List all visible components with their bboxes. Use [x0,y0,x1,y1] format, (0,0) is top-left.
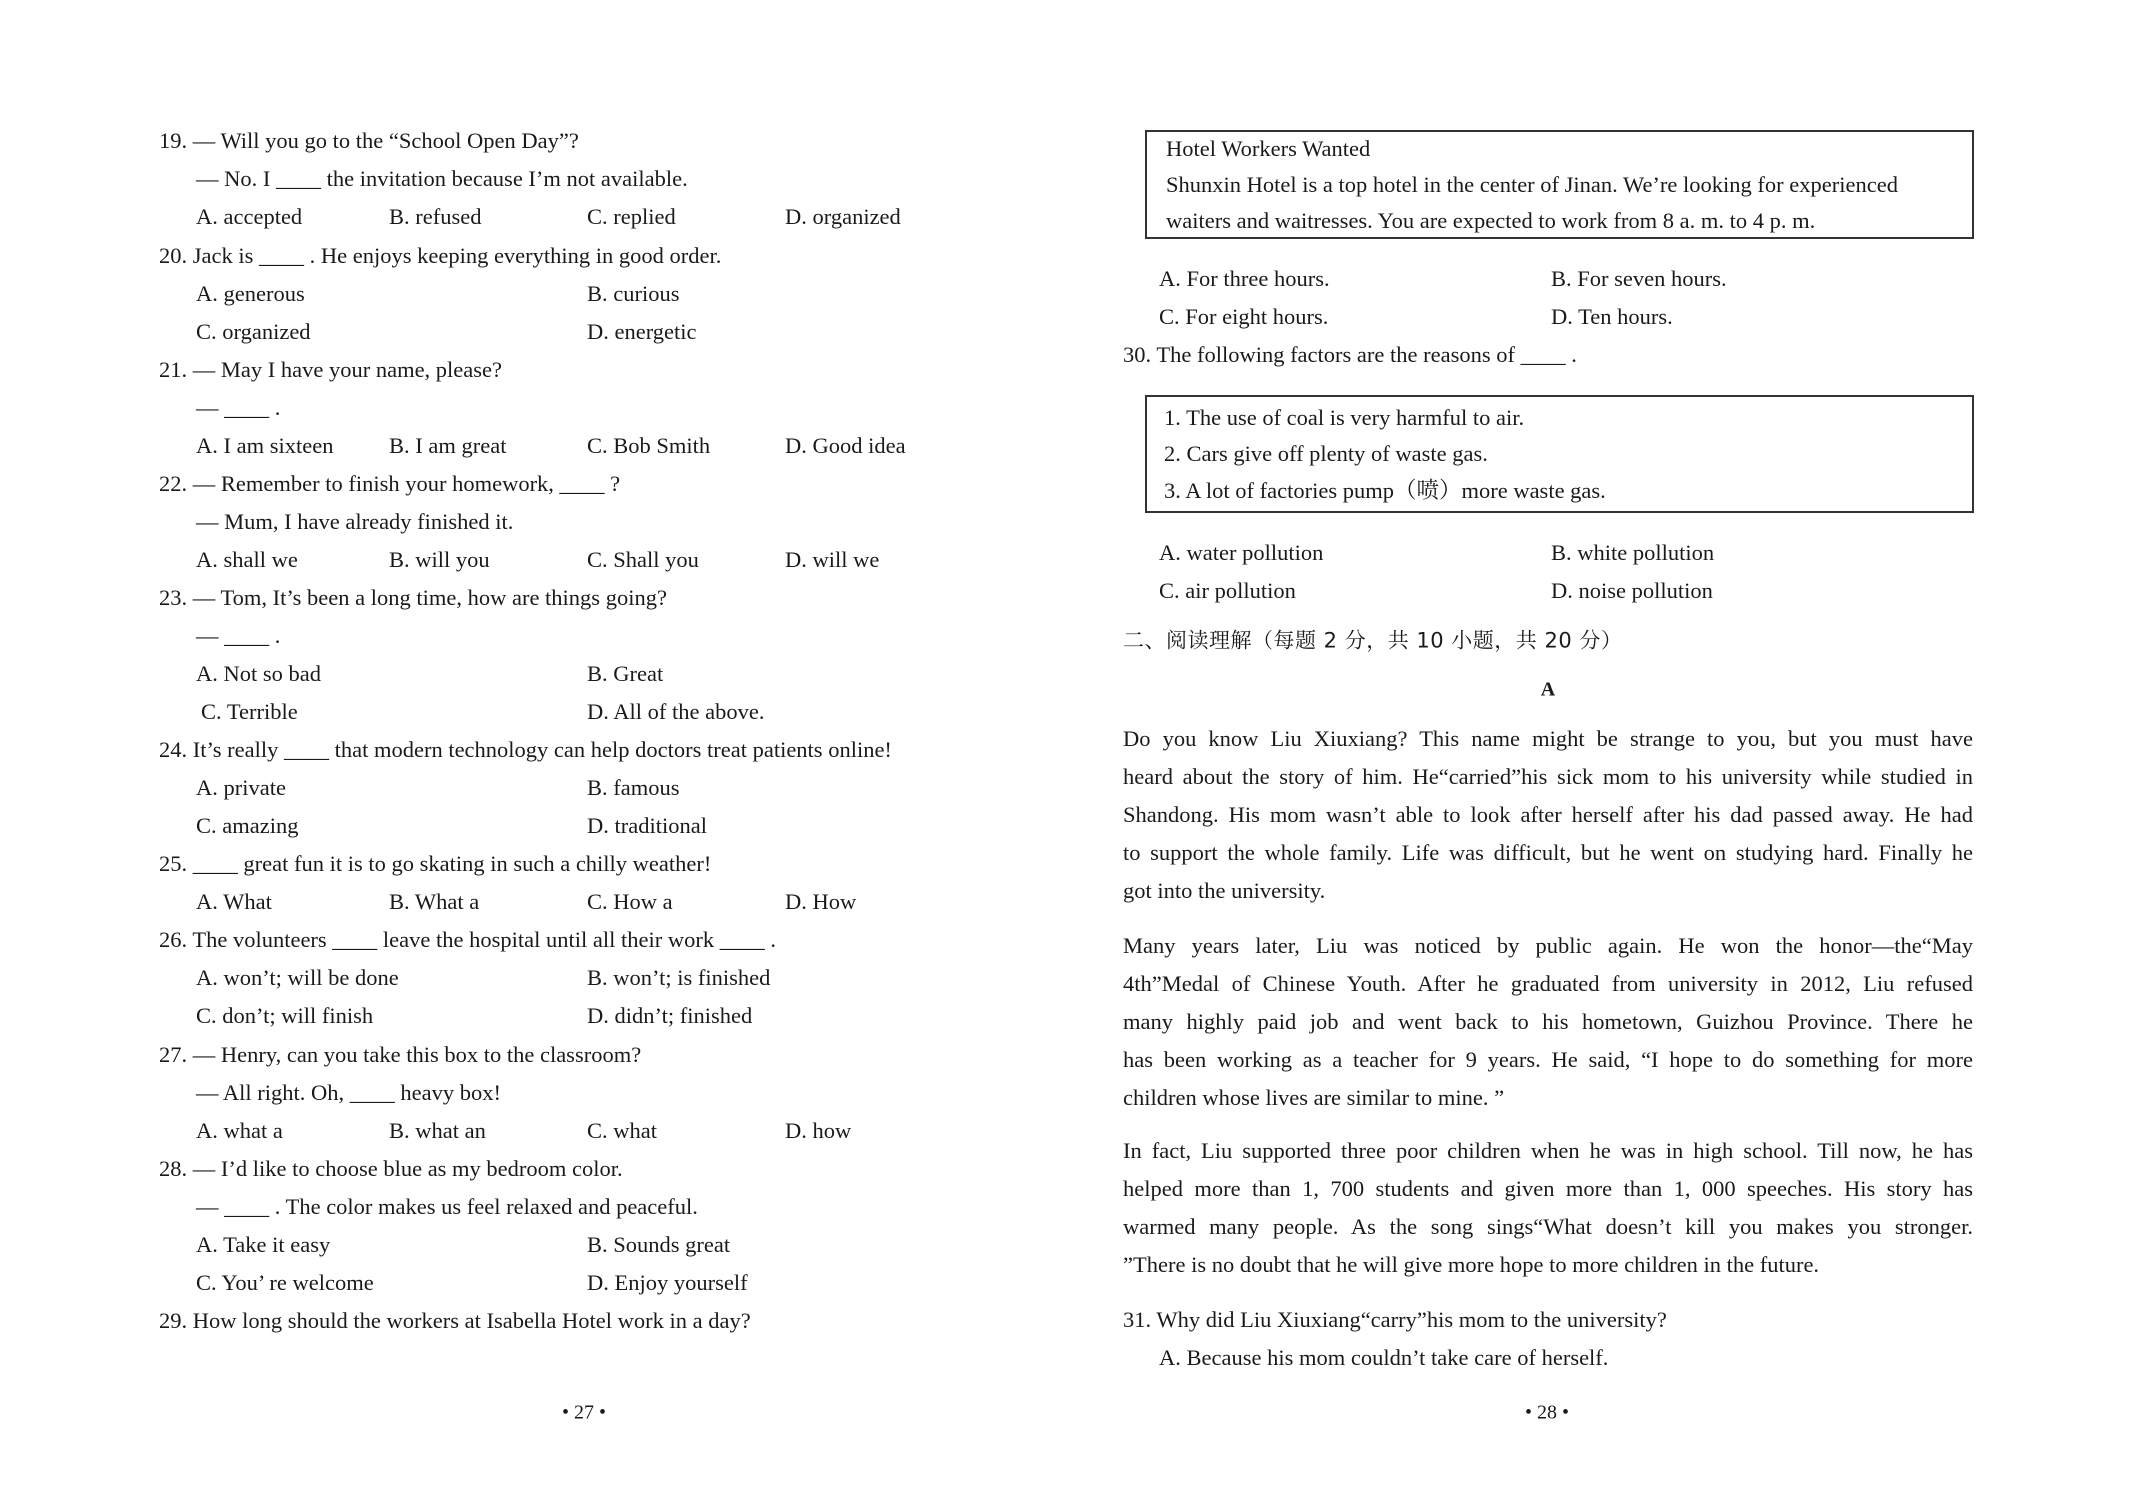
option-b: B. curious [587,280,680,306]
question-number: 23. [159,584,188,610]
page-number: • 27 • [561,1401,607,1424]
question-23-reply: — ____ . [196,622,281,648]
option-d: D. didn’t; finished [587,1002,753,1028]
question-23 [159,584,667,610]
option-d: D. traditional [587,812,707,838]
page-number: • 28 • [1524,1401,1570,1424]
option-b: B. will you [389,546,490,572]
section-heading: 二、阅读理解（每题 2 分，共 10 小题，共 20 分） [1123,628,1623,653]
question-number: 20. [159,242,188,268]
paragraph-3 [1123,1132,1973,1284]
question-stem: Why did Liu Xiuxiang“carry”his mom to the university? [1156,1306,1667,1332]
option-a: A. What [196,888,272,914]
option-c: C. Bob Smith [587,432,711,458]
factor-3: 3. A lot of factories pump（喷）more waste gas. [1164,477,1606,503]
question-number: 28. [159,1155,188,1181]
option-a: A. For three hours. [1159,265,1330,291]
option-a: A. Take it easy [196,1231,331,1257]
option-d: D. Ten hours. [1551,303,1673,329]
option-b: B. white pollution [1551,539,1715,565]
option-d: D. will we [785,546,880,572]
question-27 [159,1041,642,1067]
question-stem: Jack is ____ . He enjoys keeping everything in good order. [192,242,722,268]
option-b: B. I am great [389,432,507,458]
paragraph-line: Do you know Liu Xiuxiang? This name might be strange to you, but you must have [1123,726,1973,751]
paragraph-line: Shandong. His mom wasn’t able to look after herself after his dad passed away. He had [1123,802,1973,827]
question-number: 22. [159,470,188,496]
option-d: D. organized [785,203,901,229]
option-b: B. For seven hours. [1551,265,1727,291]
option-b: B. won’t; is finished [587,964,771,990]
option-c: C. How a [587,888,673,914]
question-19 [159,127,579,153]
question-22 [159,470,621,496]
question-28-reply: — ____ . The color makes us feel relaxed and peaceful. [196,1193,698,1219]
option-c: C. air pollution [1159,577,1296,603]
option-b: B. refused [389,203,482,229]
paragraph-line: has been working as a teacher for 9 years. He said, “I hope to do something for more [1123,1047,1973,1072]
option-c: C. Shall you [587,546,699,572]
option-c: C. For eight hours. [1159,303,1329,329]
question-21 [159,356,503,382]
passage-label: A [1540,678,1556,701]
question-19-reply: — No. I ____ the invitation because I’m not available. [196,165,688,191]
question-stem: — Will you go to the “School Open Day”? [192,127,579,153]
factor-2: 2. Cars give off plenty of waste gas. [1164,440,1488,466]
paragraph-line: In fact, Liu supported three poor children when he was in high school. Till now, he has [1123,1138,1973,1163]
paragraph-1 [1123,720,1973,910]
question-26 [159,926,776,952]
question-stem: How long should the workers at Isabella Hotel work in a day? [192,1307,751,1333]
question-29 [159,1307,751,1333]
option-d: D. Good idea [785,432,906,458]
option-a: A. I am sixteen [196,432,334,458]
option-c: C. Terrible [201,698,298,724]
paragraph-line: got into the university. [1123,878,1326,903]
question-stem: The following factors are the reasons of ____ . [1156,341,1577,367]
option-d: D. All of the above. [587,698,765,724]
paragraph-line: 4th”Medal of Chinese Youth. After he graduated from university in 2012, Liu refused [1123,971,1973,996]
paragraph-line: children whose lives are similar to mine. ” [1123,1085,1505,1110]
question-27-reply: — All right. Oh, ____ heavy box! [196,1079,501,1105]
option-c: C. amazing [196,812,299,838]
option-a: A. water pollution [1159,539,1324,565]
question-number: 25. [159,850,188,876]
paragraph-line: Many years later, Liu was noticed by public again. He won the honor—the“May [1123,933,1973,958]
option-a: A. shall we [196,546,298,572]
question-number: 21. [159,356,188,382]
question-stem: — May I have your name, please? [192,356,503,382]
ad-line-1: Shunxin Hotel is a top hotel in the center of Jinan. We’re looking for experienced [1166,171,1898,197]
question-number: 26. [159,926,188,952]
option-a: A. Because his mom couldn’t take care of herself. [1159,1344,1609,1370]
ad-title: Hotel Workers Wanted [1166,135,1371,161]
question-stem: — Tom, It’s been a long time, how are things going? [192,584,667,610]
option-d: D. how [785,1117,852,1143]
question-number: 31. [1123,1306,1152,1332]
option-b: B. famous [587,774,680,800]
question-22-reply: — Mum, I have already finished it. [196,508,514,534]
question-25 [159,850,712,876]
paragraph-line: to support the whole family. Life was difficult, but he went on studying hard. Finally he [1123,840,1973,865]
option-c: C. don’t; will finish [196,1002,374,1028]
option-b: B. what an [389,1117,486,1143]
option-d: D. energetic [587,318,697,344]
question-stem: — Henry, can you take this box to the classroom? [192,1041,642,1067]
question-24 [159,736,892,762]
question-stem: The volunteers ____ leave the hospital until all their work ____ . [192,926,776,952]
question-number: 29. [159,1307,188,1333]
option-a: A. generous [196,280,305,306]
question-stem: It’s really ____ that modern technology can help doctors treat patients online! [192,736,892,762]
paragraph-line: many highly paid job and went back to his hometown, Guizhou Province. There he [1123,1009,1973,1034]
question-30 [1123,341,1577,367]
option-d: D. How [785,888,857,914]
option-c: C. You’ re welcome [196,1269,374,1295]
option-a: A. Not so bad [196,660,321,686]
option-a: A. won’t; will be done [196,964,399,990]
option-b: B. Great [587,660,664,686]
question-number: 27. [159,1041,188,1067]
question-number: 30. [1123,341,1152,367]
question-21-reply: — ____ . [196,394,281,420]
question-number: 19. [159,127,188,153]
option-c: C. organized [196,318,311,344]
ad-line-2: waiters and waitresses. You are expected to work from 8 a. m. to 4 p. m. [1166,207,1816,233]
factor-1: 1. The use of coal is very harmful to air. [1164,404,1525,430]
option-a: A. private [196,774,286,800]
option-d: D. Enjoy yourself [587,1269,748,1295]
question-stem: — I’d like to choose blue as my bedroom color. [192,1155,623,1181]
option-b: B. What a [389,888,480,914]
question-stem: ____ great fun it is to go skating in such a chilly weather! [192,850,712,876]
option-c: C. replied [587,203,676,229]
option-d: D. noise pollution [1551,577,1713,603]
option-b: B. Sounds great [587,1231,731,1257]
question-stem: — Remember to finish your homework, ____ ? [192,470,621,496]
paragraph-line: heard about the story of him. He“carried”his sick mom to his university while studied in [1123,764,1973,789]
paragraph-line: helped more than 1, 700 students and given more than 1, 000 speeches. His story has [1123,1176,1973,1201]
paragraph-line: ”There is no doubt that he will give more hope to more children in the future. [1123,1252,1820,1277]
paragraph-2 [1123,927,1973,1117]
question-20 [159,242,722,268]
option-c: C. what [587,1117,657,1143]
question-28 [159,1155,623,1181]
option-a: A. accepted [196,203,303,229]
option-a: A. what a [196,1117,283,1143]
question-number: 24. [159,736,188,762]
question-31 [1123,1306,1667,1332]
paragraph-line: warmed many people. As the song sings“What doesn’t kill you makes you stronger. [1123,1214,1973,1239]
